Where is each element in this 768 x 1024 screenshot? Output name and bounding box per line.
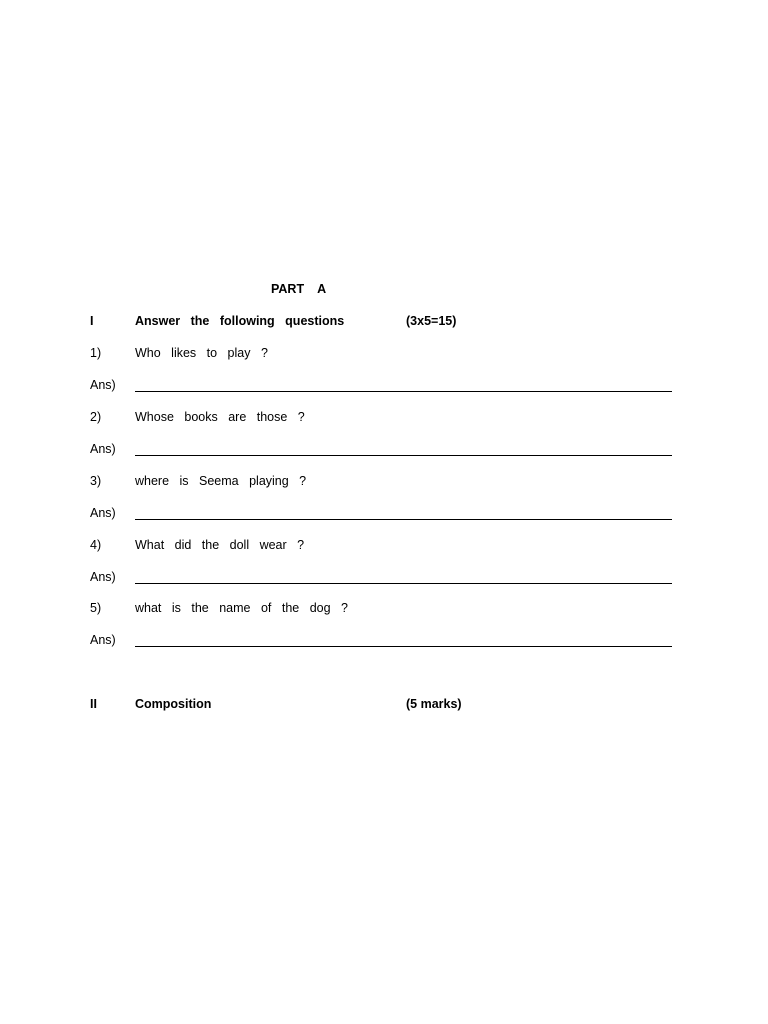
question-text: where is Seema playing ? xyxy=(135,474,307,488)
answer-line[interactable] xyxy=(135,646,672,647)
answer-label: Ans) xyxy=(90,633,116,647)
question-row xyxy=(0,346,768,364)
answer-line[interactable] xyxy=(135,583,672,584)
answer-row xyxy=(0,506,768,524)
question-text: Who likes to play ? xyxy=(135,346,268,360)
answer-label: Ans) xyxy=(90,506,116,520)
section-2-numeral: II xyxy=(90,697,97,711)
question-number: 3) xyxy=(90,474,102,488)
answer-row xyxy=(0,633,768,651)
section-2-marks: (5 marks) xyxy=(406,697,462,711)
question-row xyxy=(0,410,768,428)
question-row xyxy=(0,474,768,492)
answer-line[interactable] xyxy=(135,519,672,520)
question-row xyxy=(0,538,768,556)
question-text: What did the doll wear ? xyxy=(135,538,305,552)
section-1-numeral: I xyxy=(90,314,94,328)
section-1-header xyxy=(0,314,768,332)
question-number: 2) xyxy=(90,410,102,424)
section-2-header xyxy=(0,697,768,715)
answer-line[interactable] xyxy=(135,391,672,392)
question-row xyxy=(0,601,768,619)
section-1-title: Answer the following questions xyxy=(135,314,345,328)
question-number: 1) xyxy=(90,346,102,360)
section-1-marks: (3x5=15) xyxy=(406,314,457,328)
answer-line[interactable] xyxy=(135,455,672,456)
answer-row xyxy=(0,378,768,396)
part-heading: PART A xyxy=(271,282,327,296)
answer-label: Ans) xyxy=(90,570,116,584)
answer-label: Ans) xyxy=(90,378,116,392)
question-number: 5) xyxy=(90,601,102,615)
answer-label: Ans) xyxy=(90,442,116,456)
question-text: Whose books are those ? xyxy=(135,410,305,424)
section-2-title: Composition xyxy=(135,697,212,711)
question-number: 4) xyxy=(90,538,102,552)
answer-row xyxy=(0,442,768,460)
answer-row xyxy=(0,570,768,588)
question-text: what is the name of the dog ? xyxy=(135,601,348,615)
